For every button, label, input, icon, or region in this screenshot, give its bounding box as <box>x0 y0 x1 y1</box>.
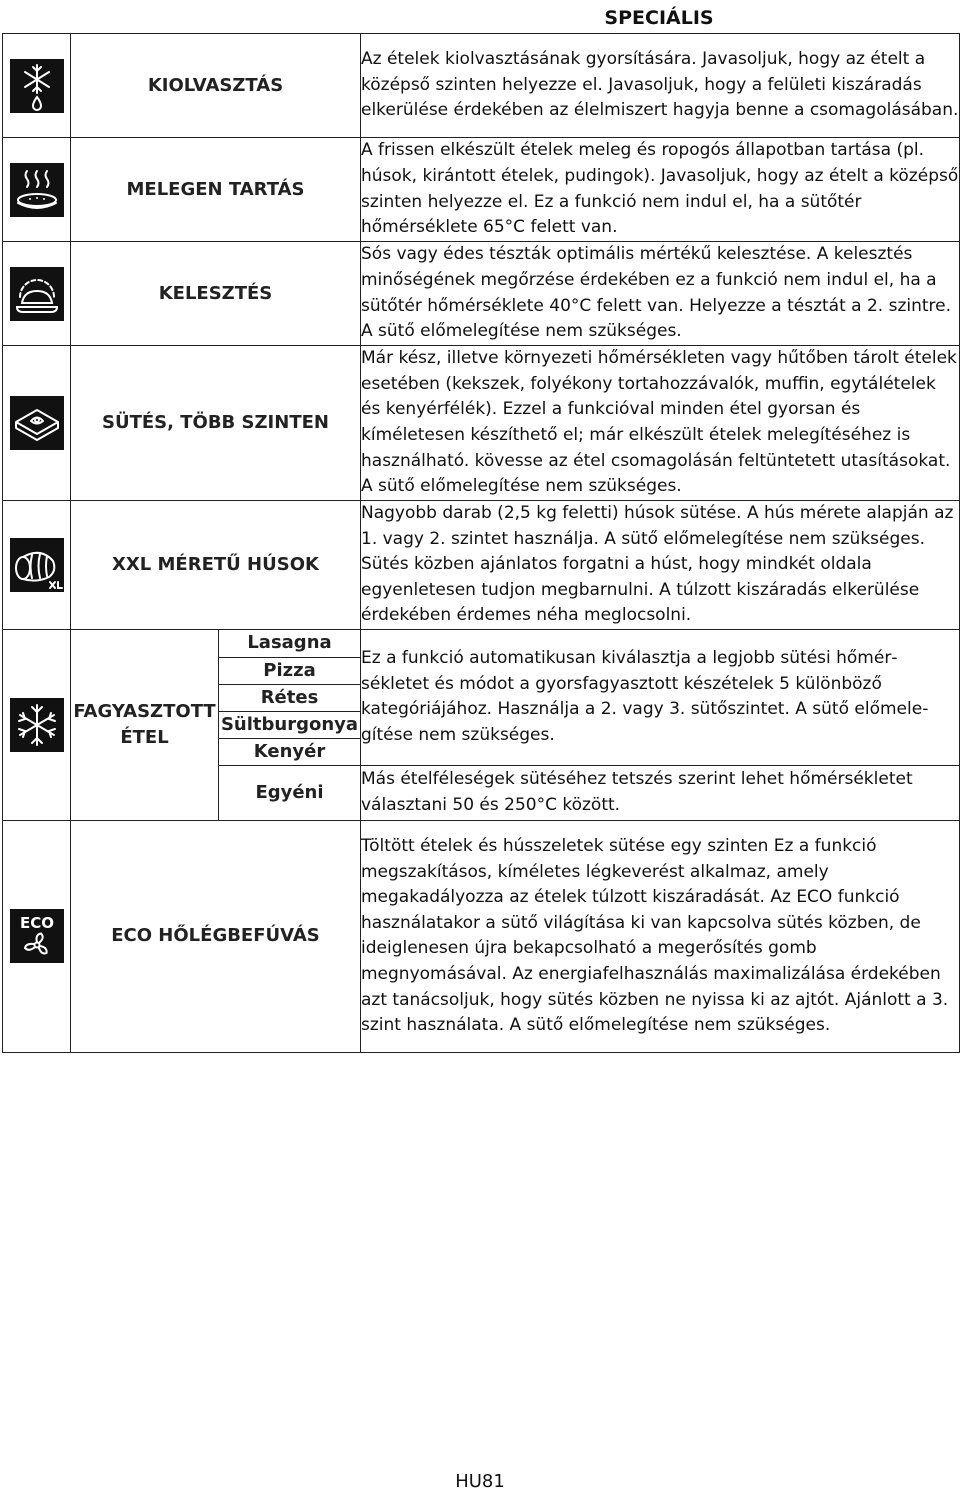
function-description: Már kész, illetve környezeti hőmérsékleten vagy hűtőben tárolt ételek esetében (kekszek, folyékony tortahozzávalók, muffin, egytálételek és kenyérfélék). Ezzel a funkcióval minden étel gyorsan és kíméletesen készíthető el; már elkészült ételek melegítéséhez is használható. kövesse az étel csomagolásán feltüntetett utasításokat. A sütő előmelegítése nem szükséges. <box>361 346 960 501</box>
table-row <box>3 138 960 242</box>
frozen-subitem: Rétes <box>219 684 361 711</box>
proving-icon-cell <box>3 242 71 346</box>
function-name: ECO HŐLÉGBEFÚVÁS <box>71 820 361 1052</box>
function-name: SÜTÉS, TÖBB SZINTEN <box>71 346 361 501</box>
function-name: XXL MÉRETŰ HÚSOK <box>71 501 361 630</box>
frozen-subitem: Kenyér <box>219 738 361 765</box>
function-description: Töltött ételek és hússzeletek sütése egy szinten Ez a funkció megszakításos, kíméletes légkeverést alkalmaz, amely megakadályozza az ételek túlzott kiszáradását. Az ECO funkció használatakor a sütő világítása ki van kapcsolva sütés közben, de ideiglenesen újra bekapcsolható a megerősítés gomb megnyomásával. Az energiafelhasználás maximalizálása érdekében azt tanácsoljuk, hogy sütés közben ne nyissa ki az ajtót. Ajánlott a 3. szint használata. A sütő előmelegítése nem szükséges. <box>361 820 960 1052</box>
snowflake-icon <box>10 698 64 752</box>
snowflake-icon-cell <box>3 629 71 820</box>
function-description: Sós vagy édes tészták optimális mértékű kelesztése. A kelesztés minőségének megőrzése érdekében ez a funkció nem indul el, ha a sütőtér hőmérséklete 40°C felett van. Helyezze a tésztát a 2. szintre. A sütő előmelegítése nem szükséges. <box>361 242 960 346</box>
frozen-subitem: Pizza <box>219 657 361 684</box>
table-row <box>3 820 960 1052</box>
frozen-auto-description: Ez a funkció automatikusan kiválasztja a legjobb sütési hőmérsékletet és módot a gyorsfagyasztott készételek 5 különböző kategóriájához. Használja a 2. vagy 3. sütőszintet. A sütő előmelegítése nem szükséges. <box>361 629 960 765</box>
eco-fan-icon <box>10 909 64 963</box>
frozen-custom-description: Más ételféleségek sütéséhez tetszés szerint lehet hőmérsékletet választani 50 és 250°C között. <box>361 765 960 820</box>
keep-warm-icon-cell <box>3 138 71 242</box>
eco-icon-text: ECO <box>19 914 54 933</box>
keep-warm-icon <box>10 163 64 217</box>
function-description: A frissen elkészült ételek meleg és ropogós állapotban tartása (pl. húsok, kirántott ételek, pudingok). Javasoljuk, hogy az ételt a középső szinten helyezze el. Ez a funkció nem indul el, ha a sütőtér hőmérséklete 65°C felett van. <box>361 138 960 242</box>
frozen-subitem: Sültburgonya <box>219 711 361 738</box>
function-table <box>2 33 960 1053</box>
table-row <box>3 34 960 138</box>
frozen-subitem: Lasagna <box>219 629 361 657</box>
defrost-icon <box>10 59 64 113</box>
page-number: HU81 <box>455 1471 505 1492</box>
frozen-food-name <box>71 629 219 820</box>
table-row <box>3 501 960 630</box>
function-name: MELEGEN TARTÁS <box>71 138 361 242</box>
frozen-custom-label: Egyéni <box>219 765 361 820</box>
function-name: KIOLVASZTÁS <box>71 34 361 138</box>
function-name: KELESZTÉS <box>71 242 361 346</box>
table-row <box>3 346 960 501</box>
frozen-food-name-line2: ÉTEL <box>120 726 169 748</box>
frozen-food-name-line1: FAGYASZTOTT <box>73 700 216 722</box>
function-description: Nagyobb darab (2,5 kg feletti) húsok sütése. A hús mérete alapján az 1. vagy 2. szintet használja. A sütő előmelegítése nem szükséges. Sütés közben ajánlatos forgatni a húst, hogy mindkét oldala egyenletesen tudjon megbarnulni. A túlzott kiszáradás elkerülése érdekében érdemes néha meglocsolni. <box>361 501 960 630</box>
xxl-meat-icon <box>10 538 64 592</box>
table-row <box>3 629 960 657</box>
table-row <box>3 242 960 346</box>
defrost-icon-cell <box>3 34 71 138</box>
function-description: Az ételek kiolvasztásának gyorsítására. Javasoljuk, hogy az ételt a középső szinten helyezze el. Javasoljuk, hogy a felületi kiszáradás elkerülése érdekében az élelmiszert hagyja benne a csomagolásában. <box>361 34 960 138</box>
proving-icon <box>10 267 64 321</box>
multilevel-baking-icon-cell <box>3 346 71 501</box>
eco-fan-icon-cell <box>3 820 71 1052</box>
xxl-meat-icon-cell <box>3 501 71 630</box>
section-title: SPECIÁLIS <box>604 7 714 29</box>
multilevel-baking-icon <box>10 396 64 450</box>
